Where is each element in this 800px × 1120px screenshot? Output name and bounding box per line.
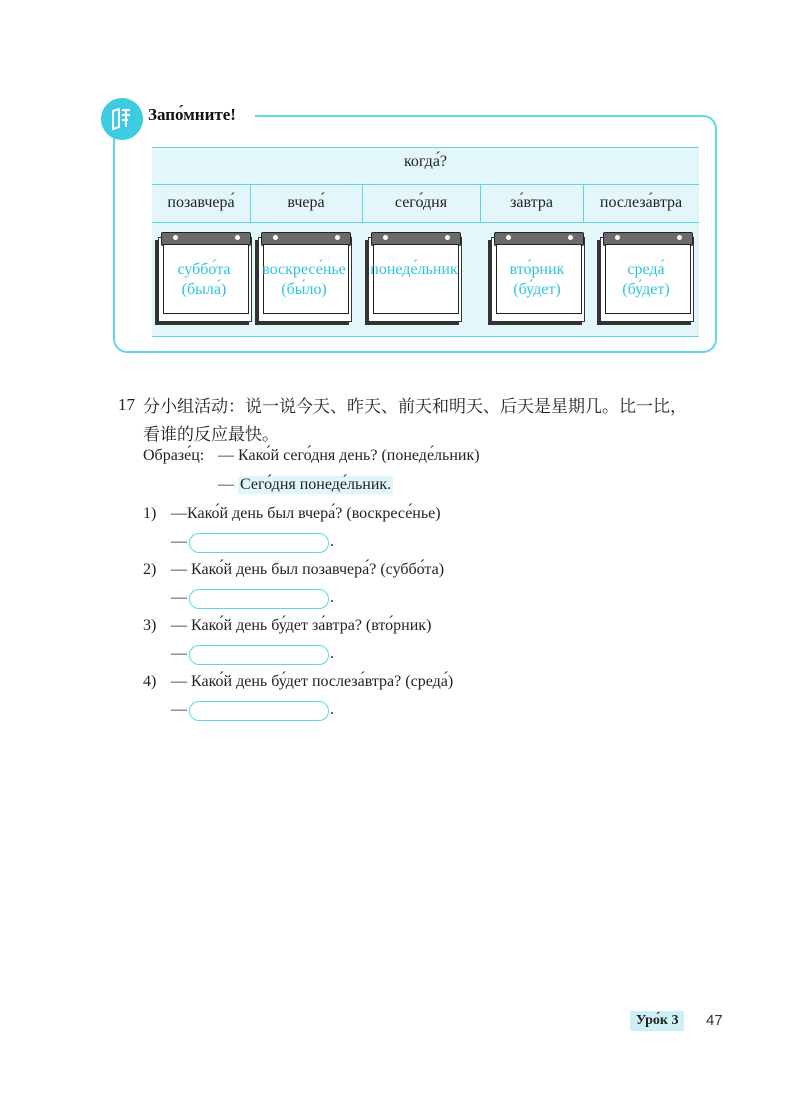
- calendar-day: понеде́льник: [370, 261, 458, 278]
- day-cell-today: сего́дня: [394, 194, 448, 211]
- exercise-instruction: [143, 393, 733, 449]
- item-question: —Како́й день был вчера́? (воскресе́нье): [171, 505, 441, 522]
- answer-period: .: [330, 645, 334, 662]
- item-question: — Како́й день бу́дет за́втра? (вто́рник): [171, 617, 432, 634]
- calendar-day: суббо́та: [177, 261, 231, 278]
- answer-input-4[interactable]: [189, 701, 329, 721]
- sample-label: Образе́ц:: [143, 447, 205, 464]
- item-number: 3): [143, 617, 157, 634]
- item-question: — Како́й день был позавчера́? (суббо́та): [171, 561, 445, 578]
- calendar-verb: (бу́дет): [622, 281, 670, 298]
- memo-icon: [101, 98, 143, 140]
- instruction-line-2: 看谁的反应最快。: [143, 425, 279, 444]
- answer-dash: —: [171, 645, 187, 662]
- sample-answer-dash: —: [218, 476, 234, 493]
- day-cell-day-before-yesterday: позавчера́: [167, 194, 235, 211]
- answer-period: .: [330, 533, 334, 550]
- answer-input-2[interactable]: [189, 589, 329, 609]
- calendar-verb: (была́): [181, 281, 227, 298]
- calendar-verb: (бу́дет): [513, 281, 561, 298]
- calendar-sunday: [255, 232, 353, 327]
- item-question: — Како́й день бу́дет послеза́втра? (среда́): [171, 673, 454, 690]
- calendar-wednesday: [597, 232, 695, 327]
- item-number: 4): [143, 673, 157, 690]
- table-line: [152, 222, 699, 223]
- answer-input-1[interactable]: [189, 533, 329, 553]
- memo-title: Запо́мните!: [148, 105, 236, 124]
- calendar-verb: (бы́ло): [281, 281, 327, 298]
- calendar-day: среда́: [627, 261, 665, 278]
- calendar-tuesday: [488, 232, 586, 327]
- lesson-tag: Уро́к 3: [630, 1011, 684, 1031]
- day-cell-tomorrow: за́втра: [510, 194, 553, 211]
- day-cell-yesterday: вчера́: [287, 194, 325, 211]
- answer-dash: —: [171, 533, 187, 550]
- answer-dash: —: [171, 701, 187, 718]
- answer-dash: —: [171, 589, 187, 606]
- instruction-line-1: 分小组活动：说一说今天、昨天、前天和明天、后天是星期几。比一比，: [143, 397, 687, 416]
- item-number: 1): [143, 505, 157, 522]
- calendar-day: воскресе́нье: [262, 261, 346, 278]
- item-number: 2): [143, 561, 157, 578]
- calendar-saturday: [155, 232, 253, 327]
- table-header-question: когда́?: [403, 153, 448, 170]
- exercise-number: 17: [118, 395, 135, 414]
- calendar-day: вто́рник: [509, 261, 565, 278]
- sample-answer: Сего́дня понеде́льник.: [240, 476, 392, 493]
- answer-period: .: [330, 701, 334, 718]
- table-line: [152, 184, 699, 185]
- calendar-monday: [365, 232, 463, 327]
- table-line: [152, 336, 699, 337]
- day-cell-day-after-tomorrow: послеза́втра: [599, 194, 683, 211]
- sample-question: — Како́й сего́дня день? (понеде́льник): [218, 447, 480, 464]
- page-number: 47: [706, 1012, 723, 1029]
- answer-period: .: [330, 589, 334, 606]
- table-line: [152, 147, 699, 148]
- answer-input-3[interactable]: [189, 645, 329, 665]
